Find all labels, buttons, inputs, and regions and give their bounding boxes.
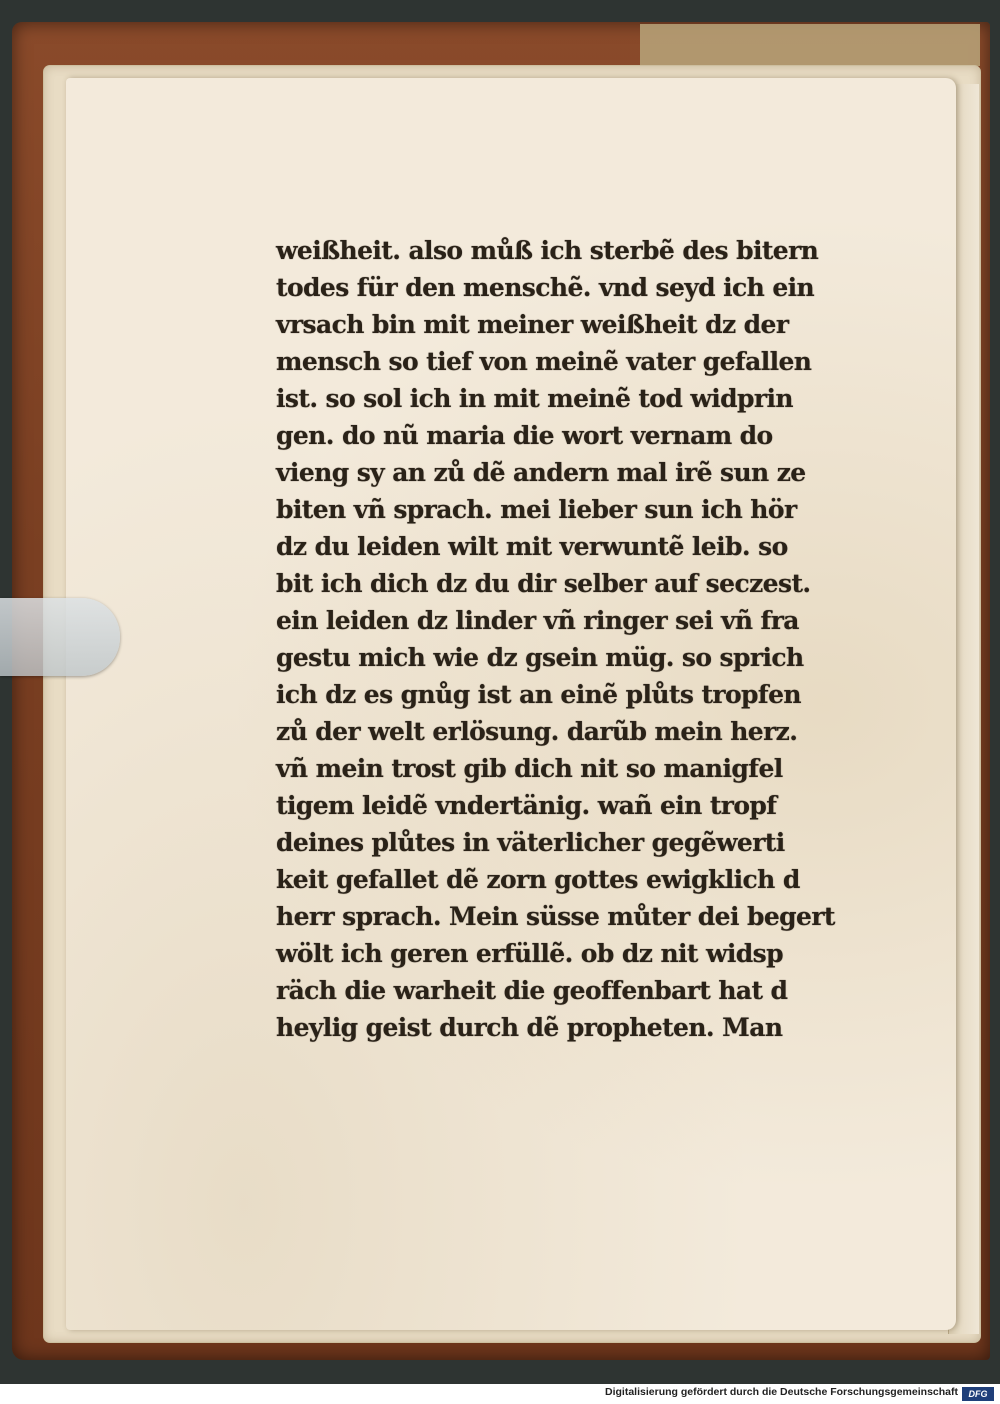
text-line: weißheit. also můß ich sterbẽ des bitern bbox=[276, 236, 819, 265]
text-line: vrsach bin mit meiner weißheit dz der bbox=[276, 310, 789, 339]
page-clip bbox=[0, 598, 120, 676]
text-line: vñ mein trost gib dich nit so manigfel bbox=[276, 754, 783, 783]
funding-credit: Digitalisierung gefördert durch die Deutsche Forschungsgemeinschaft bbox=[605, 1386, 958, 1398]
dfg-logo: DFG bbox=[962, 1387, 994, 1401]
text-line: biten vñ sprach. mei lieber sun ich hör bbox=[276, 495, 797, 524]
text-line: wölt ich geren erfüllẽ. ob dz nit widsp bbox=[276, 939, 784, 968]
text-column bbox=[276, 232, 866, 1046]
text-line: keit gefallet dẽ zorn gottes ewigklich d bbox=[276, 865, 800, 894]
text-line: vieng sy an zů dẽ andern mal irẽ sun ze bbox=[276, 458, 806, 487]
text-line: gestu mich wie dz gsein müg. so sprich bbox=[276, 643, 804, 672]
cover-wear-patch bbox=[640, 24, 980, 66]
text-line: ist. so sol ich in mit meinẽ tod widprin bbox=[276, 384, 793, 413]
text-line: tigem leidẽ vndertänig. wañ ein tropf bbox=[276, 791, 777, 820]
text-line: mensch so tief von meinẽ vater gefallen bbox=[276, 347, 812, 376]
text-line: zů der welt erlösung. darũb mein herz. bbox=[276, 717, 798, 746]
text-line: bit ich dich dz du dir selber auf seczest. bbox=[276, 569, 811, 598]
text-line: ich dz es gnůg ist an einẽ plůts tropfen bbox=[276, 680, 801, 709]
text-line: ein leiden dz linder vñ ringer sei vñ fra bbox=[276, 606, 799, 635]
text-line: gen. do nũ maria die wort vernam do bbox=[276, 421, 773, 450]
text-line: todes für den menschẽ. vnd seyd ich ein bbox=[276, 273, 815, 302]
text-line: deines plůtes in väterlicher gegẽwerti bbox=[276, 828, 785, 857]
text-line: räch die warheit die geoffenbart hat d bbox=[276, 976, 788, 1005]
text-line: dz du leiden wilt mit verwuntẽ leib. so bbox=[276, 532, 788, 561]
text-line: heylig geist durch dẽ propheten. Man bbox=[276, 1013, 783, 1042]
text-line: herr sprach. Mein süsse můter dei begert bbox=[276, 902, 835, 931]
footer-bar bbox=[0, 1384, 1000, 1404]
